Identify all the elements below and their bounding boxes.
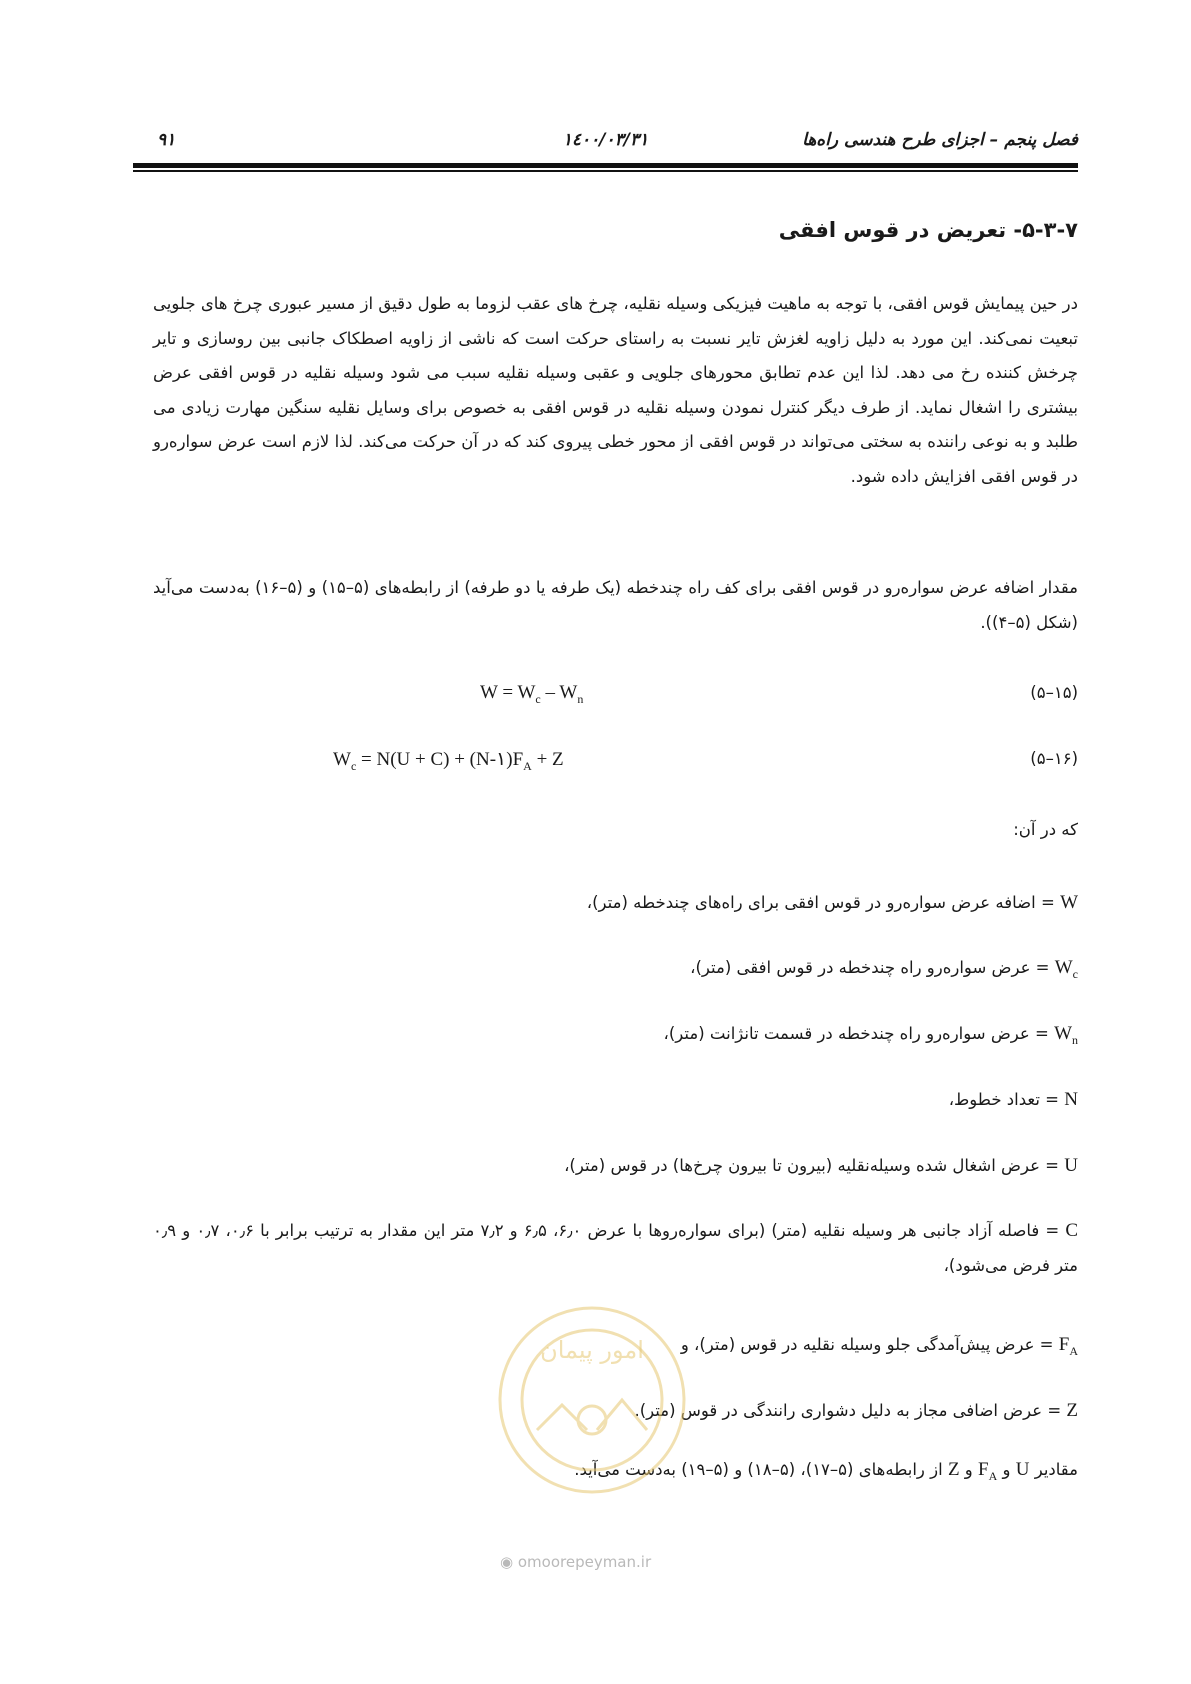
- definition-text: = عرض اشغال شده وسیله‌نقلیه (بیرون تا بیرون چرخ‌ها) در قوس (متر)،: [564, 1156, 1065, 1175]
- equation-number: (۱۶–۵): [1030, 749, 1078, 768]
- symbol: $W_c$: [1054, 957, 1078, 981]
- definition-u: [153, 1149, 1078, 1184]
- symbol-fa: $F_A$: [978, 1459, 998, 1483]
- symbol: W: [1060, 892, 1078, 913]
- definition-w: [153, 886, 1078, 921]
- symbol: $W_n$: [1054, 1023, 1078, 1047]
- values-line: مقادیر U و $F_A$ و Z از رابطه‌های (۵–۱۷)، (۵–۱۸) و (۵–۱۹) به‌دست می‌آید.: [574, 1459, 1078, 1483]
- symbol: C: [1065, 1220, 1079, 1241]
- definition-text: = فاصله آزاد جانبی هر وسیله نقلیه (متر) (برای سواره‌روها با عرض ۶٫۰، ۶٫۵ و ۷٫۲ متر این مقدار به ترتیب برابر با ۰٫۶، ۰٫۷ و ۰٫۹ متر فرض می‌شود)،: [153, 1221, 1078, 1275]
- where-label: که در آن:: [1013, 820, 1078, 839]
- chapter-title: فصل پنجم – اجزای طرح هندسی راه‌ها: [802, 130, 1078, 150]
- definition-text: = عرض پیش‌آمدگی جلو وسیله نقلیه در قوس (متر)، و: [680, 1335, 1059, 1354]
- definition-text: = عرض سواره‌رو راه چندخطه در قوس افقی (متر)،: [690, 958, 1055, 977]
- equation-15-5: $W = W_c - W_n$: [480, 682, 584, 706]
- symbol: U: [1064, 1155, 1078, 1176]
- definition-wn: [153, 1017, 1078, 1057]
- symbol: $F_A$: [1058, 1334, 1078, 1358]
- symbol-u: U: [1015, 1459, 1030, 1480]
- page-header: [133, 130, 1078, 160]
- definition-wc: [153, 951, 1078, 991]
- header-rule-thin: [133, 170, 1078, 172]
- definition-text: = تعداد خطوط،: [948, 1090, 1065, 1109]
- section-title: ۵-۳-۷- تعریض در قوس افقی: [778, 218, 1078, 242]
- formula-intro-paragraph: مقدار اضافه عرض سواره‌رو در قوس افقی برای کف راه چندخطه (یک طرفه یا دو طرفه) از رابطه‌های (۵–۱۵) و (۵–۱۶) به‌دست می‌آید (شکل (۵–۴)).: [153, 578, 1079, 632]
- definition-n: [153, 1083, 1078, 1118]
- equation-number: (۱۵–۵): [1030, 683, 1078, 702]
- intro-paragraph: در حین پیمایش قوس افقی، با توجه به ماهیت فیزیکی وسیله نقلیه، چرخ های عقب لزوما به طول دقیق از مسیر عبوری چرخ های جلویی تبعیت نمی‌کند. این مورد به دلیل زاویه لغزش تایر نسبت به راستای حرکت است که ناشی از زاویه اصطکاک جانبی بین روسازی و تایر چرخش کننده رخ می دهد. لذا این عدم تطابق محورهای جلویی و عقبی وسیله نقلیه سبب می شود وسیله نقلیه در قوس افقی عرض بیشتری را اشغال نماید. از طرف دیگر کنترل نمودن وسیله نقلیه در قوس افقی به خصوص برای وسایل نقلیه سنگین مهارت زیادی می طلبد و به نوعی راننده به سختی می‌تواند در قوس افقی از محور خطی پیروی کند که در آن حرکت می‌کند. لذا لازم است عرض سواره‌رو در قوس افقی افزایش داده شود.: [153, 294, 1078, 486]
- symbol: N: [1064, 1089, 1078, 1110]
- symbol-z: Z: [947, 1459, 960, 1480]
- watermark-logo: [492, 1300, 692, 1500]
- watermark-logo-text: امور پیمان: [540, 1336, 644, 1364]
- definition-text: = عرض اضافی مجاز به دلیل دشواری رانندگی در قوس (متر).: [634, 1401, 1067, 1420]
- equation-16-5: $W_c = N(U + C)$ + $(N-۱)F_A + Z$: [333, 749, 564, 773]
- watermark-url: ◉ omoorepeyman.ir: [500, 1553, 652, 1571]
- definition-text: = عرض سواره‌رو راه چندخطه در قسمت تانژانت (متر)،: [663, 1024, 1055, 1043]
- definition-c: [153, 1214, 1078, 1283]
- header-date: ۱٤۰۰/۰۳/۳۱: [562, 130, 649, 150]
- definition-text: = اضافه عرض سواره‌رو در قوس افقی برای راه‌های چندخطه (متر)،: [586, 893, 1061, 912]
- header-rule-thick: [133, 163, 1078, 168]
- page-number: ۹۱: [157, 130, 176, 150]
- symbol: Z: [1066, 1400, 1078, 1421]
